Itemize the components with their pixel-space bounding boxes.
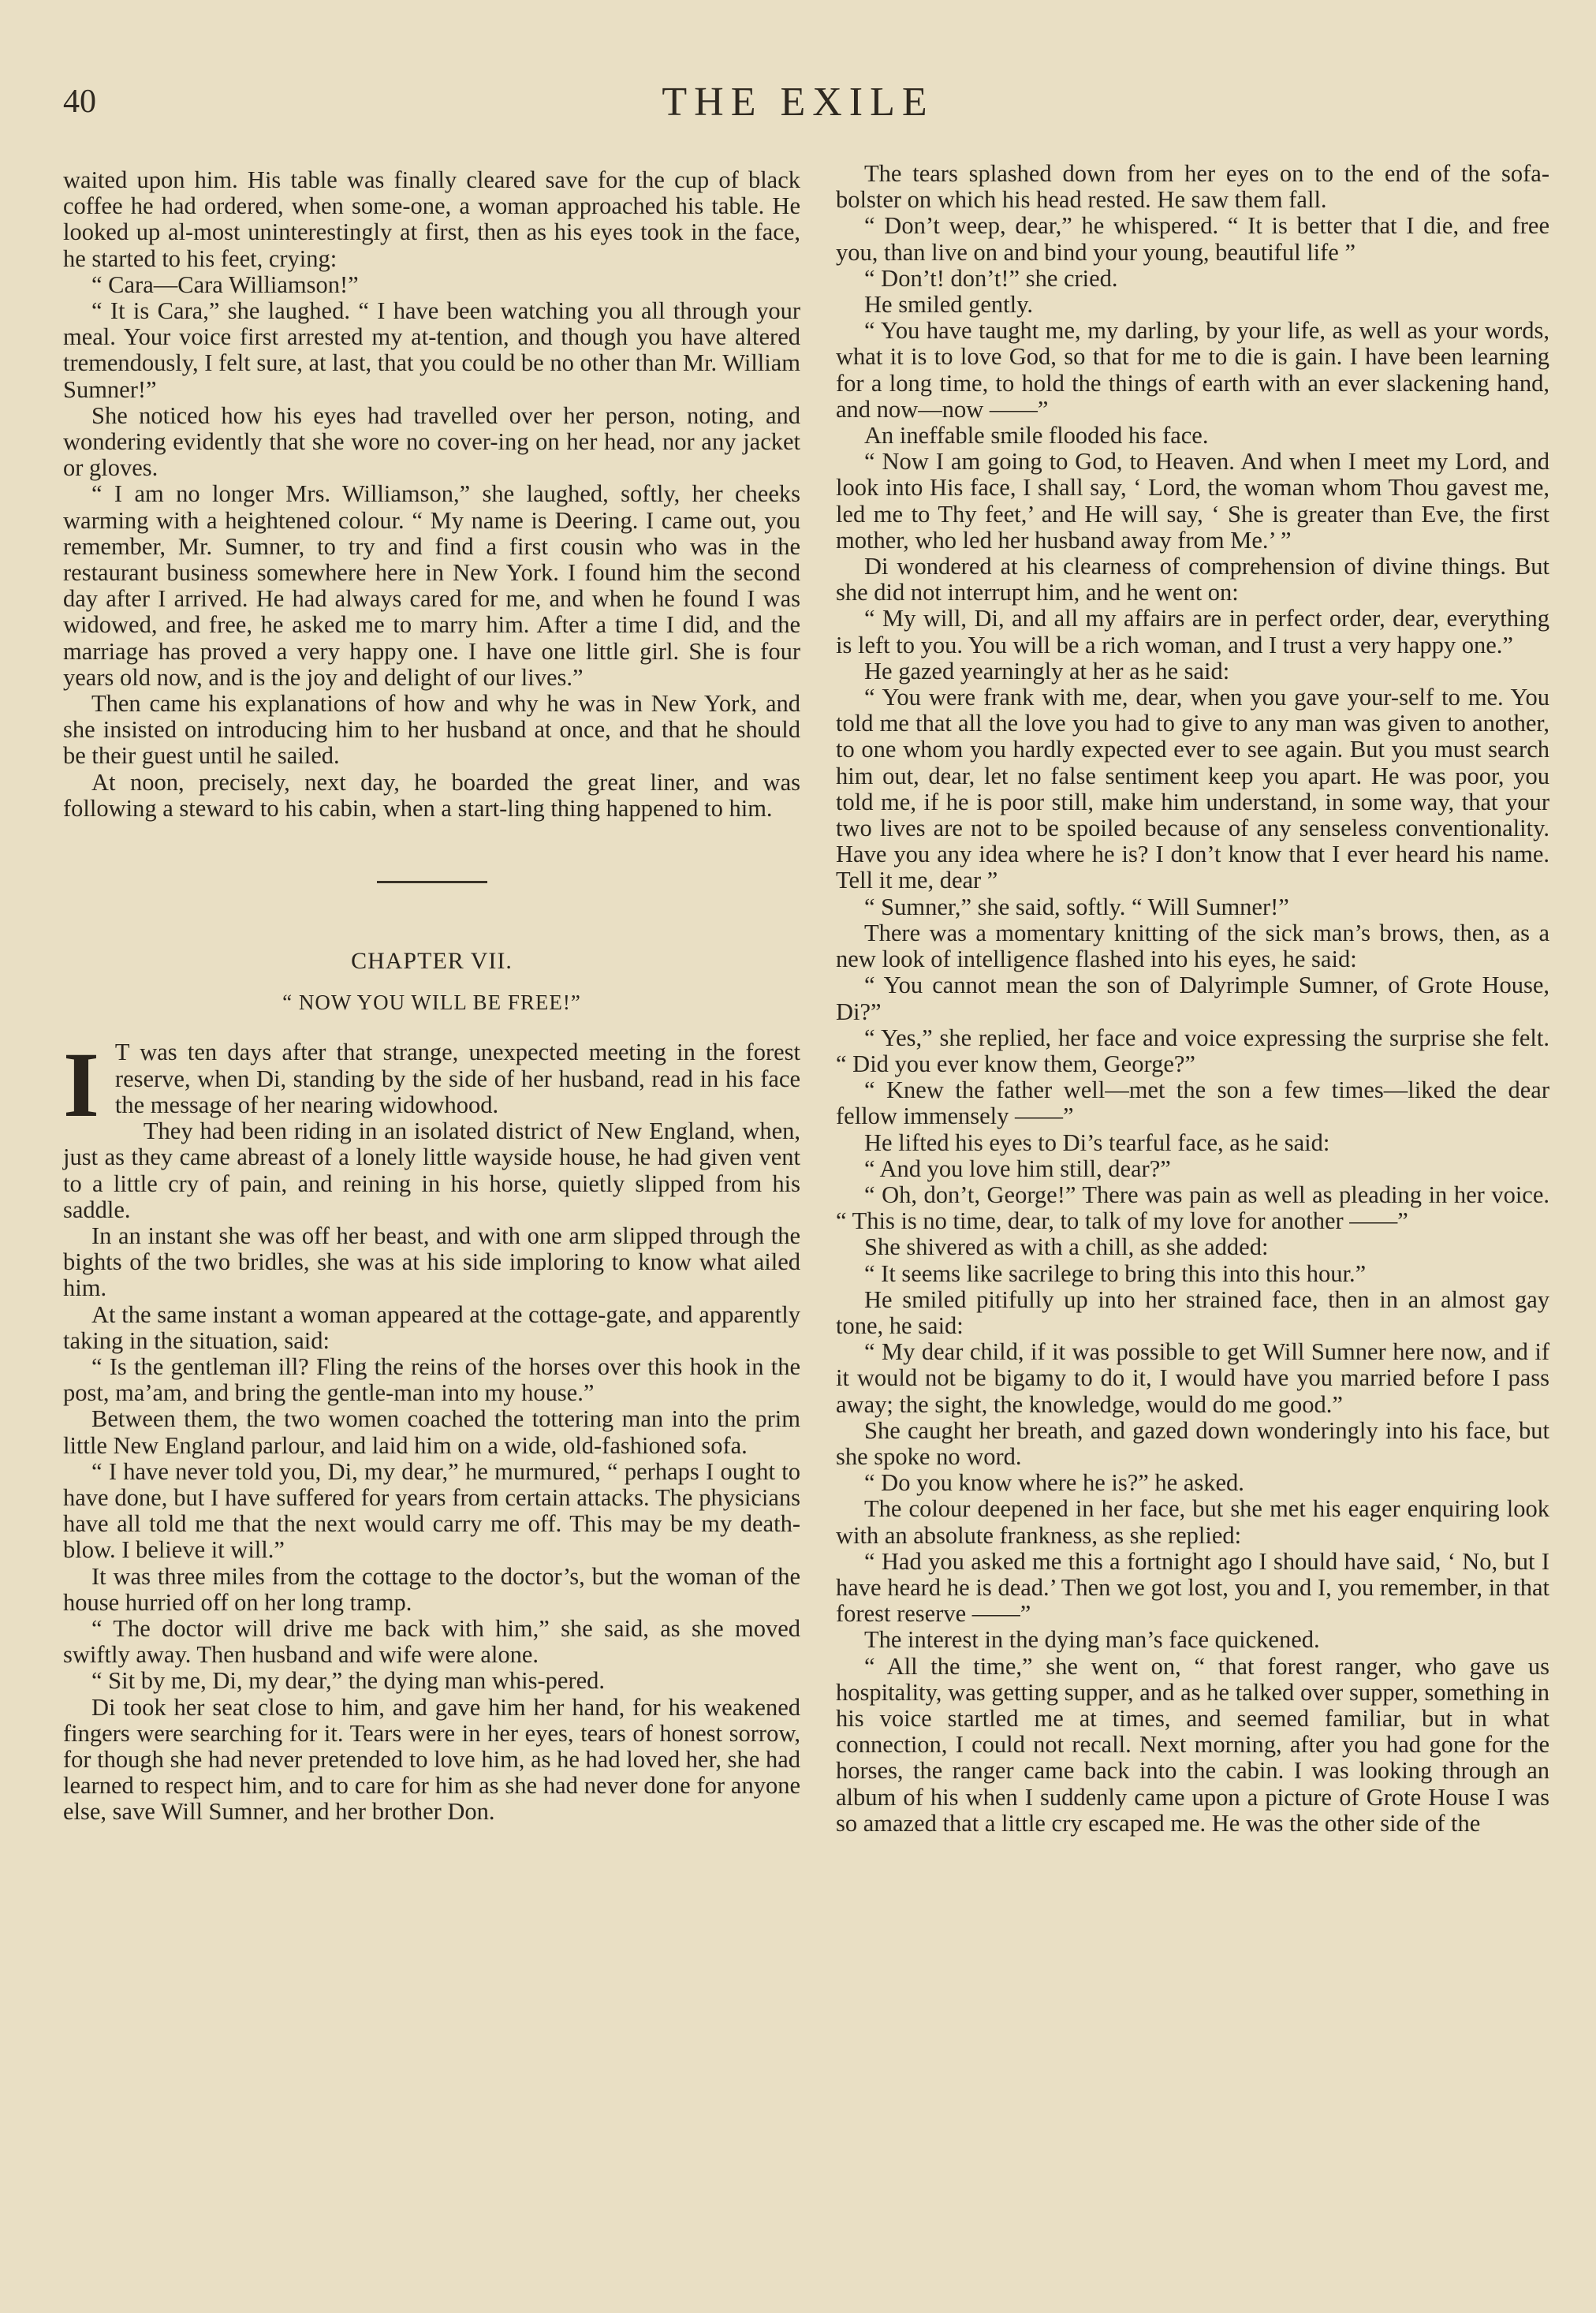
paragraph: She noticed how his eyes had travelled over her person, noting, and wondering evidently that she wore no cover-ing on her head, nor any jacket or gloves.	[63, 401, 800, 482]
paragraph: “ I have never told you, Di, my dear,” he murmured, “ perhaps I ought to have done, but I have suffered for years from certain attacks. The physicians have all told me that the next would carry me off. This may be my death-blow. I believe it will.”	[63, 1457, 800, 1564]
paragraph: “ Had you asked me this a fortnight ago I should have said, ‘ No, but I have heard he is dead.’ Then we got lost, you and I, you remember, in that forest reserve ——”	[836, 1547, 1549, 1628]
left-column	[63, 167, 800, 1826]
paragraph: The colour deepened in her face, but she met his eager enquiring look with an absolute frankness, as she replied:	[836, 1495, 1549, 1549]
chapter-subtitle: “ NOW YOU WILL BE FREE!”	[282, 990, 581, 1015]
paragraph: “ You cannot mean the son of Dalyrimple Sumner, of Grote House, Di?”	[836, 972, 1549, 1025]
paragraph: “ Now I am going to God, to Heaven. And when I meet my Lord, and look into His face, I shall say, ‘ Lord, the woman whom Thou gavest me, led me to Thy feet,’ and He will say, ‘ She is greater than Eve, the first mother, who led her husband away from Me.’ ”	[836, 448, 1549, 554]
drop-cap: I	[63, 1033, 99, 1137]
paragraph: “ My dear child, if it was possible to get Will Sumner here now, and if it would not be bigamy to do it, I would have you married before I pass away; the sight, the knowledge, would do me good.”	[836, 1338, 1549, 1418]
right-column	[836, 161, 1549, 1837]
paragraph: “ Sit by me, Di, my dear,” the dying man whis-pered.	[91, 1667, 605, 1695]
paragraph: “ Do you know where he is?” he asked.	[864, 1469, 1244, 1497]
paragraph: “ The doctor will drive me back with him,” she said, as she moved swiftly away. Then husband and wife were alone.	[63, 1614, 800, 1669]
paragraph: There was a momentary knitting of the sick man’s brows, then, as a new look of intelligence flashed into his eyes, he said:	[836, 919, 1549, 973]
chapter-title: CHAPTER VII.	[351, 948, 513, 975]
paragraph: “ You were frank with me, dear, when you gave your-self to me. You told me that all the love you had to give to any man was given to another, to one whom you hardly expected ever to see again. But you must search him out, dear, let no false sentiment keep you apart. He was poor, you told me, if he is poor still, make him understand, in some way, that your two lives are not to be spoiled because of any senseless conventionality. Have you any idea where he is? I don’t know that I ever heard his name. Tell it me, dear ”	[836, 684, 1549, 894]
paragraph: “ You have taught me, my darling, by your life, as well as your words, what it is to love God, so that for me to die is gain. I have been learning for a long time, to hold the things of earth with an ever slackening hand, and now—now ——”	[836, 317, 1549, 423]
chapter-opening-paragraph	[63, 1033, 800, 1137]
paragraph: At the same instant a woman appeared at the cottage-gate, and apparently taking in the situation, said:	[63, 1300, 800, 1354]
paragraph: “ Is the gentleman ill? Fling the reins of the horses over this hook in the post, ma’am, and bring the gentle-man into my house.”	[63, 1352, 800, 1407]
paragraph: The tears splashed down from her eyes on to the end of the sofa-bolster on which his head rested. He saw them fall.	[836, 160, 1549, 214]
running-title: THE EXILE	[662, 80, 934, 125]
paragraph: Di wondered at his clearness of comprehension of divine things. But she did not interrupt him, and he went on:	[836, 553, 1549, 606]
paragraph: An ineffable smile flooded his face.	[864, 422, 1209, 450]
paragraph: At noon, precisely, next day, he boarded the great liner, and was following a steward to his cabin, when a start-ling thing happened to him.	[63, 768, 800, 822]
paragraph: “ It is Cara,” she laughed. “ I have been watching you all through your meal. Your voice first arrested my at-tention, and though you have altered tremendously, I felt sure, at last, that you could be no other than Mr. William Sumner!”	[63, 297, 800, 403]
paragraph: waited upon him. His table was finally cleared save for the cup of black coffee he had ordered, when some-one, a woman approached his table. He looked up al-most uninterestingly at first, then as his eyes took in the face, he started to his feet, crying:	[63, 166, 800, 272]
paragraph: They had been riding in an isolated district of New England, when, just as they came abreast of a lonely little wayside house, he had given vent to a little cry of pain, and reining in his horse, quietly slipped from his saddle.	[63, 1117, 800, 1223]
paragraph: He lifted his eyes to Di’s tearful face, as he said:	[864, 1129, 1330, 1156]
paragraph: The interest in the dying man’s face quickened.	[864, 1626, 1320, 1654]
paragraph: “ I am no longer Mrs. Williamson,” she laughed, softly, her cheeks warming with a heightened colour. “ My name is Deering. I came out, you remember, Mr. Sumner, to try and find a first cousin who was in the restaurant business somewhere here in New York. I found him the second day after I arrived. He had always cared for me, and when he found I was widowed, and free, he asked me to marry him. After a time I did, and the marriage has proved a very happy one. I have one little girl. She is four years old now, and is the joy and delight of our lives.”	[63, 480, 800, 691]
paragraph: She caught her breath, and gazed down wonderingly into his face, but she spoke no word.	[836, 1416, 1549, 1470]
paragraph: He smiled pitifully up into her strained face, then in an almost gay tone, he said:	[836, 1285, 1549, 1339]
paragraph: “ Knew the father well—met the son a few times—liked the dear fellow immensely ——”	[836, 1076, 1549, 1130]
paragraph: “ Don’t! don’t!” she cried.	[864, 264, 1118, 292]
paragraph: It was three miles from the cottage to the doctor’s, but the woman of the house hurried off on her long tramp.	[63, 1562, 800, 1616]
paragraph: He smiled gently.	[864, 291, 1034, 319]
paragraph: “ Oh, don’t, George!” There was pain as well as pleading in her voice. “ This is no time, dear, to talk of my love for another ——”	[836, 1181, 1549, 1235]
paragraph: Di took her seat close to him, and gave him her hand, for his weakened fingers were searching for it. Tears were in her eyes, tears of honest sorrow, for though she had never pretended to love him, as he had loved her, she had learned to respect him, and to care for him as she had never done for anyone else, save Will Sumner, and her brother Don.	[63, 1693, 800, 1826]
paragraph: “ And you love him still, dear?”	[864, 1155, 1171, 1182]
section-divider	[377, 881, 487, 883]
page-number: 40	[63, 84, 96, 120]
paragraph: Then came his explanations of how and why he was in New York, and she insisted on introducing him to her husband at once, and that he should be their guest until he sailed.	[63, 690, 800, 770]
paragraph: “ Sumner,” she said, softly. “ Will Sumner!”	[864, 893, 1289, 920]
paragraph: Between them, the two women coached the tottering man into the prim little New England parlour, and laid him on a wide, old-fashioned sofa.	[63, 1405, 800, 1459]
paragraph: “ All the time,” she went on, “ that forest ranger, who gave us hospitality, was getting supper, and as he talked over supper, something in his voice startled me at times, and seemed familiar, but in what connection, I could not recall. Next morning, after you had gone for the horses, the ranger came back into the cabin. I was looking through an album of his when I suddenly came upon a picture of Grote House I was so amazed that a little cry escaped me. He was the other side of the	[836, 1652, 1549, 1837]
paragraph: He gazed yearningly at her as he said:	[864, 657, 1230, 685]
paragraph: “ Don’t weep, dear,” he whispered. “ It is better that I die, and free you, than live on and bind your young, beautiful life ”	[836, 212, 1549, 266]
paragraph: “ It seems like sacrilege to bring this into this hour.”	[864, 1259, 1367, 1287]
paragraph: “ My will, Di, and all my affairs are in perfect order, dear, everything is left to you. You will be a rich woman, and I trust a very happy one.”	[836, 605, 1549, 658]
paragraph: She shivered as with a chill, as she added:	[864, 1233, 1269, 1261]
paragraph: In an instant she was off her beast, and with one arm slipped through the bights of the two bridles, she was at his side imploring to know what ailed him.	[63, 1222, 800, 1302]
paragraph: “ Cara—Cara Williamson!”	[91, 270, 359, 298]
paragraph: “ Yes,” she replied, her face and voice expressing the surprise she felt. “ Did you ever know them, George?”	[836, 1024, 1549, 1077]
chapter-opening-text: T was ten days after that strange, unexpected meeting in the forest reserve, when Di, standing by the side of her husband, read in his face the message of her nearing widowhood.	[114, 1039, 800, 1118]
